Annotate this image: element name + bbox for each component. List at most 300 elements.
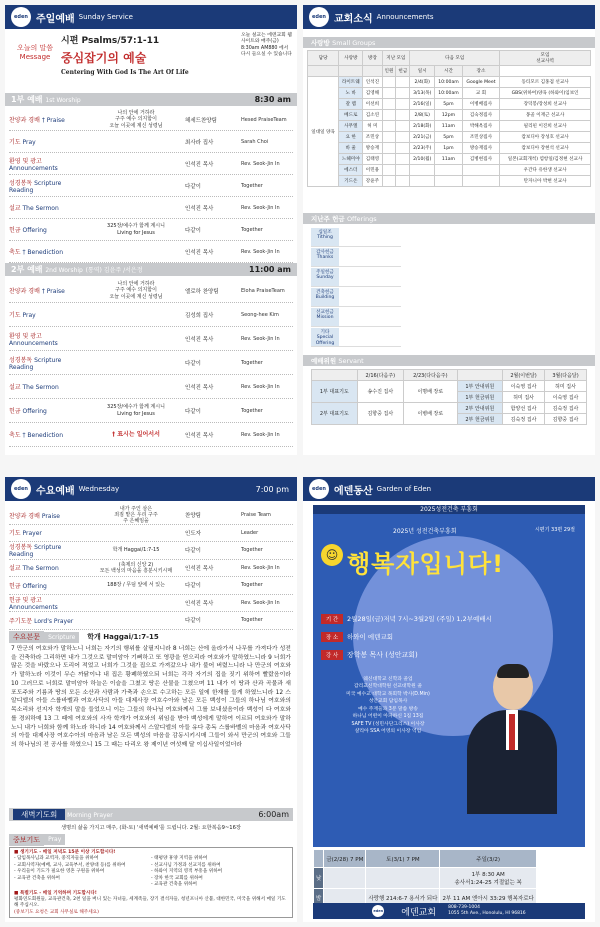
sg-sub-cell: 헌금: [396, 66, 410, 77]
sg-cell: 느헤미야: [339, 154, 363, 165]
sv-cell: 김숙정 집사: [545, 403, 587, 414]
dawn-bar: [9, 808, 293, 821]
sv-cell: 허미 집사: [503, 392, 545, 403]
sv-head-cell: 3월(다음달): [545, 370, 587, 381]
sg-cell: 조민상: [363, 132, 382, 143]
order-row: [9, 595, 293, 613]
off-title: 지난주 헌금: [311, 215, 345, 223]
order-name: 기도: [9, 139, 21, 146]
sg-cell: 2/21(금): [410, 132, 435, 143]
speaker: 장학봉 목사 (성안교회): [347, 651, 418, 659]
offering-row: [311, 287, 401, 307]
offering-name: 주일헌금: [316, 269, 334, 275]
sg-cell: 라이트웨: [339, 77, 363, 88]
order-item: [9, 616, 87, 625]
bio-line: 성안교회 담임목사: [368, 699, 408, 705]
sg-cell: [435, 165, 463, 176]
tbl-r1-text: 송사서1:24-25 겨절없는 복: [454, 880, 522, 886]
order-row: [9, 351, 293, 375]
sg-cell: 3/13(목): [410, 88, 435, 99]
sg-cell: 베드로: [339, 110, 363, 121]
sg-en: Small Groups: [332, 38, 376, 47]
order-name: 성경봉독: [9, 179, 33, 187]
order-name: 헌금 및 광고: [9, 596, 42, 604]
sg-row: [308, 77, 591, 88]
order-leader: 김성희 집사: [185, 312, 214, 319]
order-name: 기도: [9, 530, 21, 538]
sg-row: [308, 132, 591, 143]
sg-row: [308, 154, 591, 165]
order-leader-en: Together: [241, 547, 263, 554]
sg-cell: 11am: [435, 121, 463, 132]
tbl-r2-time: 2부 11 AM: [442, 895, 471, 902]
sg-title: 사랑방: [311, 39, 330, 47]
order-name-en: Prayer: [22, 530, 42, 538]
order-leader-en: Together: [241, 407, 263, 414]
order-leader: 다같이: [185, 408, 201, 415]
pray-item: - 하와이 지역의 영적 부흥을 위하여: [151, 869, 223, 875]
sv-cell: 이병배 장로: [404, 403, 457, 425]
event-title: 2025성전건축 부흥회: [313, 505, 585, 515]
order-leader: 다같이: [185, 583, 201, 590]
sv-cell: 2부 대표기도: [312, 403, 358, 425]
offerings-bar: [303, 213, 595, 224]
offering-name-en: Sunday: [316, 275, 334, 281]
eden-logo-icon: eden: [309, 7, 329, 27]
sg-cell: [396, 165, 410, 176]
sched-head-cell: [314, 850, 324, 868]
pray-item: - 담임목사님과 교역자, 중직자들을 위하여: [14, 856, 99, 862]
w1-en: 1st Worship: [45, 97, 81, 104]
order-name: 축도: [9, 432, 21, 439]
sv-cell: 2부 헌금위원: [457, 414, 503, 425]
sg-row: [308, 176, 591, 187]
message-label-en: Message: [19, 53, 51, 61]
order-name: 기도: [9, 312, 21, 319]
servant-table: [311, 369, 587, 425]
w2-title: 2부 예배: [11, 265, 43, 274]
sg-cell: 5pm: [435, 132, 463, 143]
order-detail: 325장/예수가 함께 계시니 Living for Jesus: [107, 223, 165, 236]
order-leader: 인도자: [185, 530, 201, 537]
sg-cell: [382, 88, 396, 99]
sg-cell: [396, 99, 410, 110]
sermon-title: 중심잡기의 예술: [61, 51, 147, 65]
pray-2-text: 평화연도회원들, 교육관건축, 2천 일을 버니 있는 자녀들, 세계족들, 장기 결석자들, 청년포니아 산불, 대한민국, 미국을 위해서 매일 기도해 주십시오.: [14, 896, 286, 909]
announcements-panel: [303, 5, 595, 455]
sv-head-cell: 2월(이번달): [503, 370, 545, 381]
order-leader-en: Rev. Seok-Jin In: [241, 564, 280, 571]
order-name: 설교: [9, 384, 21, 391]
order-detail: (축제의 신앙 2) 모든 백성의 마음을 흥분시키시매: [99, 561, 173, 574]
order-leader-en: Rev. Seok-Jin In: [241, 383, 280, 390]
sg-cell: [382, 176, 396, 187]
order-item: [9, 406, 87, 415]
sg-cell: 노 바: [339, 88, 363, 99]
order-row: [9, 109, 293, 131]
order-name-en: Praise: [41, 512, 60, 520]
sg-cell: 장덕봉/장성희 선교사: [500, 99, 591, 110]
sched-head-cell: 토(3/1) 7 PM: [366, 850, 440, 868]
order-row: [9, 279, 293, 303]
offering-name: 감사헌금: [316, 249, 334, 255]
order-name: 성경봉독: [9, 356, 33, 364]
order-item: [9, 511, 87, 520]
garden-header: [303, 477, 595, 501]
bio-line: 하나님 어떤이 아파하신 1집 13집: [352, 714, 424, 720]
sg-cell: [396, 121, 410, 132]
sg-cell: 필리핀 이진희 선교사: [500, 121, 591, 132]
order-row: [9, 612, 293, 630]
order-row: [9, 507, 293, 525]
pray-bar: [9, 834, 65, 845]
order-name-en: Pray: [22, 139, 36, 146]
sg-head-cell: 다음 모임: [410, 51, 500, 66]
radio-note: 오늘 설교는 에덴교회 웹사이트와 매주(금) 8:30am AM880 에서 다시 들으실 수 있습니다: [241, 33, 292, 58]
order-name: 찬양과 경배: [9, 117, 40, 124]
offering-name-en: Special Offering: [315, 335, 335, 347]
order-name: 설교: [9, 205, 21, 212]
sg-row: [308, 143, 591, 154]
pray-box: [9, 847, 293, 918]
order-name: 성경봉독: [9, 544, 33, 552]
offering-name-en: Mission: [316, 315, 334, 321]
banner-subtitle: 2025년 성전건축부흥회: [393, 528, 457, 535]
sg-cell: 탄자니아 박현 선교사: [500, 176, 591, 187]
offering-name-en: Tithing: [317, 235, 333, 241]
w1-title: 1부 예배: [11, 95, 43, 104]
place: 하와이 에덴교회: [347, 633, 394, 641]
order-name: 환영 및 광고: [9, 157, 42, 165]
order-leader-en: Eloha PraiseTeam: [241, 287, 285, 294]
sv-row: [312, 403, 587, 414]
sg-cell: 5pm: [435, 99, 463, 110]
sv-cell: 이숙영 집사: [503, 381, 545, 392]
order-leader-en: Together: [241, 182, 263, 189]
sg-cell: [396, 110, 410, 121]
pray-label: 중보기도: [9, 834, 44, 846]
sg-sub-row: [308, 66, 591, 77]
order-row: [9, 131, 293, 153]
order-item: [9, 563, 87, 572]
sv-cell: 허미 집사: [545, 381, 587, 392]
sg-cell: [382, 143, 396, 154]
eden-logo-icon: eden: [309, 479, 329, 499]
order-row: [9, 219, 293, 241]
panel-title: 주일예배: [36, 13, 75, 25]
speaker-photo: [467, 664, 557, 814]
sg-cell: 김태영: [363, 154, 382, 165]
sg-cell: 바 울: [339, 143, 363, 154]
sg-cell: [382, 165, 396, 176]
bio-line: 감리교신학대학원 선교대학원 졸: [354, 684, 422, 690]
order-leader: 인석진 목사: [185, 600, 214, 607]
footer-name: 에덴교회: [401, 907, 437, 918]
order-name-en: Announcements: [9, 164, 58, 172]
sermon-subtitle: Centering With God Is The Art Of Life: [61, 69, 189, 76]
order-name-en: Lord's Prayer: [34, 617, 74, 625]
sg-cell: 우간다 유한생 선교사: [500, 165, 591, 176]
order-item: [9, 542, 87, 558]
order-name: 헌금: [9, 408, 21, 415]
offering-row: [311, 307, 401, 327]
order-leader: 인석진 목사: [185, 384, 214, 391]
bio-line: 미국 예수교 대학교 목회학 박사(D.Min): [346, 691, 430, 697]
sg-side-label: 일대일 양육: [308, 77, 339, 187]
order-detail: 나의 안에 거하라 구주 예수 의지함이 오늘 이곳에 계신 성령님: [109, 281, 163, 300]
offering-name: 십일조: [318, 229, 332, 235]
sv-head-cell: 2/16(다음주): [357, 370, 404, 381]
sv-cell: 김향중 집사: [357, 403, 404, 425]
order-row: [9, 577, 293, 595]
order-row: [9, 197, 293, 219]
order-row: [9, 525, 293, 543]
sg-cell: 12pm: [435, 110, 463, 121]
sv-head-cell: 2/23(다다음주): [404, 370, 457, 381]
sg-head-row: [308, 51, 591, 66]
sg-cell: 1pm: [435, 143, 463, 154]
sg-cell: [462, 176, 499, 187]
order-leader: 다같이: [185, 183, 201, 190]
order-leader-en: Rev. Seok-Jin In: [241, 431, 280, 438]
sg-sub-cell: [339, 66, 363, 77]
order-leader-en: Together: [241, 617, 263, 624]
second-worship-bar: [5, 263, 297, 276]
sg-cell: [382, 77, 396, 88]
order-leader-en: Rev. Seok-Jin In: [241, 160, 280, 167]
off-en: Offerings: [346, 214, 377, 223]
order-item: [9, 528, 87, 537]
banner-verse: 시편기 33편 29절: [534, 527, 575, 533]
sg-cell: 캄보디아 장성호 선교사: [500, 132, 591, 143]
order-leader-en: Praise Team: [241, 512, 271, 519]
small-groups-table: [307, 50, 591, 187]
banner-headline: 행복자입니다!: [347, 550, 505, 578]
revival-banner: [313, 514, 585, 847]
pray-2-note: (중보기도 요청은 교회 사무실로 해주세요): [14, 909, 99, 915]
sg-cell: 2/8(토): [410, 110, 435, 121]
sg-sub-cell: 시간: [435, 66, 463, 77]
eden-logo-icon: eden: [11, 7, 31, 27]
sv-head-cell: [312, 370, 358, 381]
sg-cell: 김영해: [363, 88, 382, 99]
sg-sub-cell: 인원: [382, 66, 396, 77]
offering-key: [311, 268, 339, 286]
order-detail: 내가 주인 삼은 죄짐 맡은 우리 구주 주 은혜임을: [114, 505, 158, 525]
verse: 시편 Psalms/57:1-11: [61, 36, 160, 46]
sunday-service-panel: [5, 5, 297, 455]
order-name-en: † Benediction: [22, 432, 63, 439]
order-leader-en: Rev. Seok-Jin In: [241, 599, 280, 606]
order-name-en: † Praise: [41, 117, 65, 124]
offering-key: [311, 328, 339, 346]
dawn-title: 새벽기도회: [13, 809, 65, 820]
order-row: [9, 542, 293, 560]
sg-cell: 강윤주: [363, 176, 382, 187]
order-row: [9, 327, 293, 351]
order-name-en: Offering: [22, 227, 47, 234]
sg-cell: 인석진: [363, 77, 382, 88]
sg-cell: 10:00am: [435, 77, 463, 88]
footer-tel: 808-739-1004: [448, 905, 480, 911]
sg-cell: [396, 88, 410, 99]
order-name-en: Announcements: [9, 603, 58, 611]
wednesday-header: [5, 477, 297, 501]
order-leader: 다같이: [185, 618, 201, 625]
sv-cell: 함양선 집사: [503, 403, 545, 414]
sv-cell: 1부 대표기도: [312, 381, 358, 403]
order-name-en: Announcements: [9, 339, 58, 347]
sv-cell: 이명배 장로: [404, 381, 457, 403]
order-leader: 최사라 집사: [185, 139, 214, 146]
sg-cell: 몽골 이재근 선교사: [500, 110, 591, 121]
order-name: 주기도문: [9, 617, 33, 625]
order-name-en: † Benediction: [22, 249, 63, 256]
sg-cell: [410, 165, 435, 176]
offering-name: 선교헌금: [316, 309, 334, 315]
offering-name-en: Building: [315, 295, 335, 301]
sg-cell: [382, 154, 396, 165]
order-name: 환영 및 광고: [9, 332, 42, 340]
offering-key: [311, 308, 339, 326]
wednesday-panel: [5, 477, 297, 922]
speaker-key: 강 사: [321, 650, 343, 660]
order-leader: 인석진 목사: [185, 205, 214, 212]
panel-title: 에덴동산: [334, 485, 373, 497]
order-leader: 다같이: [185, 548, 201, 555]
order-leader: 인석진 목사: [185, 249, 214, 256]
order-item: [9, 156, 87, 172]
sg-cell: 2/10(월): [410, 154, 435, 165]
sg-cell: 김소연: [363, 110, 382, 121]
sg-cell: [382, 110, 396, 121]
order-name-en: Scripture Reading: [9, 356, 62, 371]
sg-sub-cell: [363, 66, 382, 77]
sg-cell: 2/23(주): [410, 143, 435, 154]
w1-time: 8:30 am: [254, 95, 291, 104]
sg-cell: [396, 77, 410, 88]
order-leader-en: Seong-hee Kim: [241, 311, 279, 318]
w2-en: 2nd Worship: [45, 267, 83, 274]
sg-cell: 허 미: [363, 121, 382, 132]
panel-title: 수요예배: [36, 485, 75, 497]
sv-cell: 이숙영 집사: [545, 392, 587, 403]
pray-en: Pray: [44, 834, 65, 845]
sg-cell: 김병현집사: [462, 154, 499, 165]
offering-name: 건축헌금: [316, 289, 334, 295]
order-name-en: Offering: [22, 408, 47, 415]
order-item: [9, 115, 87, 124]
order-item: [9, 247, 87, 256]
pray-1: ■ 생기기도 - 매일 저녁도 15분 이상 기도합시다!: [14, 850, 116, 855]
sg-cell: [410, 176, 435, 187]
sg-cell: 방승재집사: [462, 143, 499, 154]
sched-head-cell: 주일(3/2): [440, 850, 536, 868]
w2-note: (통역) 김윤주 /서은정: [85, 267, 143, 274]
period: 2월28일(금)저녁 7시~3월2일 (주일) 1,2부예배시: [347, 615, 492, 623]
sg-cell: 조민상집사: [462, 132, 499, 143]
order-item: [9, 331, 87, 347]
order-leader: 찬양팀: [185, 513, 201, 520]
sv-cell: 1부 안내위원: [457, 381, 503, 392]
order-name-en: † Praise: [41, 288, 65, 295]
sg-cell: 10:00am: [435, 88, 463, 99]
pray-item: - 교회사역자(예배, 교사, 교육부서, 찬양대 등)를 위하여: [14, 862, 126, 868]
bio-line: 샬리아 SSA 어영의 이사장 역임: [354, 728, 422, 734]
offering-row: [311, 267, 401, 287]
order-leader-en: Together: [241, 359, 263, 366]
sg-cell: 교 회: [462, 88, 499, 99]
order-leader: 인석진 목사: [185, 432, 214, 439]
sg-cell: 2/16(일): [410, 99, 435, 110]
sg-cell: 갈 렙: [339, 99, 363, 110]
pray-item: - 태평양 휴양 지역을 위하여: [151, 856, 208, 862]
w2-time: 11:00 am: [249, 265, 291, 274]
sched-head-cell: 금(2/28) 7 PM: [324, 850, 366, 868]
sg-row: [308, 121, 591, 132]
first-worship-bar: [5, 93, 297, 106]
offering-row: [311, 227, 401, 247]
order-item: [9, 310, 87, 319]
order-leader-en: Together: [241, 582, 263, 589]
order-leader: 엘로하 찬양팀: [185, 288, 219, 295]
pray-2: ■ 특별기도 - 매일 기억하며 기도합시다!: [14, 890, 97, 896]
order-detail: 325장/예수가 함께 계시니 Living for Jesus: [107, 404, 165, 417]
sg-head-cell: 사랑방: [339, 51, 363, 66]
order-row: [9, 423, 293, 447]
offering-name-en: Thanks: [316, 255, 334, 261]
order-row: [9, 153, 293, 175]
sg-cell: [396, 143, 410, 154]
sg-cell: [435, 176, 463, 187]
order-name: 설교: [9, 565, 21, 573]
sg-cell: [396, 176, 410, 187]
sv-row: [312, 381, 587, 392]
order-detail: † 표시는 일어서서: [112, 430, 160, 438]
order-row: [9, 303, 293, 327]
sg-cell: 이민용: [363, 165, 382, 176]
tbl-r1-cell: [440, 868, 536, 889]
offering-key: [311, 228, 339, 246]
sg-cell: 일본(교회개척) 염항일/김정현 선교사: [500, 154, 591, 165]
tbl-r2-text: 엔아시 33:29 행복자로다: [472, 895, 534, 902]
offering-name: 기타: [320, 329, 330, 335]
sg-cell: [382, 99, 396, 110]
sg-cell: 방승재: [363, 143, 382, 154]
order-name-en: Offering: [22, 582, 47, 590]
order-leader: 인석진 목사: [185, 336, 214, 343]
sg-cell: 사무엘: [339, 121, 363, 132]
order-row: [9, 175, 293, 197]
dawn-time: 6:00am: [258, 810, 289, 819]
order-leader-en: Rev. Seok-Jin In: [241, 204, 280, 211]
footer-addr: 1055 5th Ave., Honolulu, HI 96816: [448, 911, 526, 916]
sg-cell: 이병배집사: [462, 99, 499, 110]
sv-cell: 김향중 집사: [545, 414, 587, 425]
order-item: [9, 581, 87, 590]
sg-cell: 2/4(화): [410, 77, 435, 88]
sg-cell: [462, 165, 499, 176]
pray-item: - 교육관 건축을 위하여: [14, 875, 60, 881]
sg-cell: 요 한: [339, 132, 363, 143]
garden-of-eden-panel: [303, 477, 595, 922]
sg-row: [308, 88, 591, 99]
order-leader: 인석진 목사: [185, 161, 214, 168]
sg-cell: [382, 132, 396, 143]
scripture-bar: [9, 631, 293, 643]
offering-key: [311, 288, 339, 306]
bio-line: SAFE TV (성민사단그리스) 이사장: [351, 721, 425, 727]
